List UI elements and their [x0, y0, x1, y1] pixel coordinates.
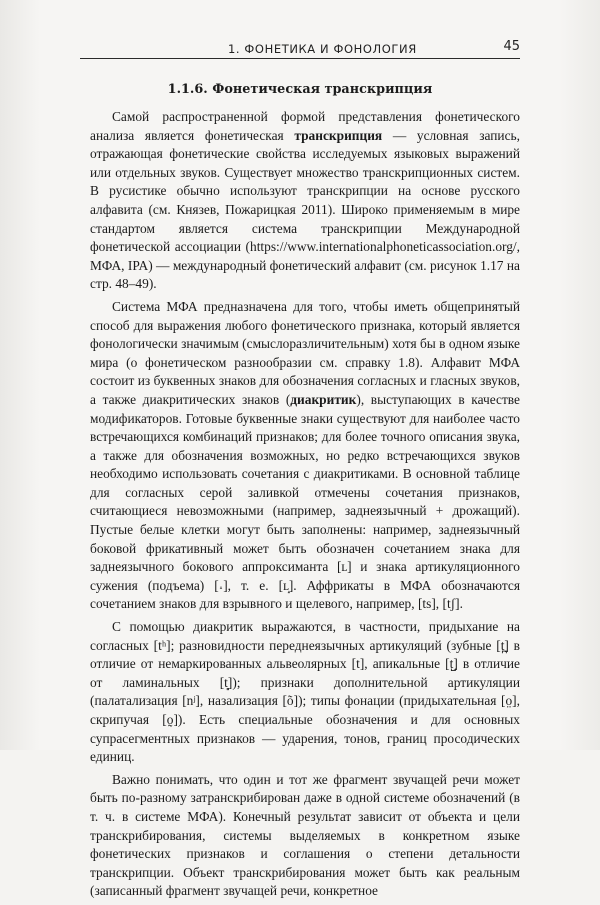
term-transcription: транскрипция [294, 127, 383, 143]
running-header [80, 32, 520, 59]
paragraph-1 [90, 108, 520, 294]
paragraph-1-text-b: — условная запись, отражающая фонетические свойства исследуемых языковых выражений или отдельных звуков. Существует множество транскрипционных систем. В русистике обычно используют транскрипции на основе русского алфавита (см. Князев, Пожарицкая 2011). Широко применяемым в мире стандартом является система транскрипции Международной фонетической ассоциации (https://www.internationalphoneticassociation.org/, МФА, IPA) — международный фонетический алфавит (см. рисунок 1.17 на стр. 48–49). [90, 127, 520, 292]
paragraph-2-text-b: ), выступающих в качестве модификаторов. Готовые буквенные знаки существуют для наиболее часто встречающихся комбинаций признаков; для более точного описания звука, а также для обозначения возможных, но редко встречающихся звуков необходимо использовать сочетания с диакритиками. В основной таблице для согласных серой заливкой отмечены сочетания признаков, считающиеся невозможными (например, заднеязычный + дрожащий). Пустые белые клетки могут быть заполнены: например, заднеязычный боковой фрикативный может быть обозначен сочетанием знака для заднеязычного бокового аппроксиманта [ʟ] и знака артикуляционного сужения (подъема) [˔], т. е. [ʟ̝]. Аффрикаты в МФА обозначаются сочетанием знаков для взрывного и щелевого, например, [ts], [tʃ]. [90, 391, 520, 612]
paragraph-1-text-a: Самой распространенной формой представления фонетического анализа является фонетическая [90, 109, 520, 143]
section-heading: 1.1.6. Фонетическая транскрипция [167, 82, 433, 97]
paragraph-2-text-a: Система МФА предназначена для того, чтобы иметь общепринятый способ для выражения любого фонетического признака, который является фонологически значимым (смыслоразличительным) хотя бы в одном языке мира (о фонетическом разнообразии см. справку 1.8). Алфавит МФА состоит из буквенных знаков для обозначения согласных и гласных звуков, а также диакритических знаков ( [90, 298, 520, 407]
paragraph-4: Важно понимать, что один и тот же фрагмент звучащей речи может быть по-разному затранскрибирован даже в одной системе обозначений (в т. ч. в системе МФА). Конечный результат зависит от объекта и цели транскрибирования, системы выделяемых в конкретном языке фонетических признаков и соглашения о степени детальности транскрипции. Объект транскрибирования может быть как реальным (записанный фрагмент звучащей речи, конкретное [90, 771, 520, 899]
page-number: 45 [503, 39, 520, 54]
term-diacritic: диакритик [290, 391, 357, 407]
running-title: 1. ФОНЕТИКА И ФОНОЛОГИЯ [228, 42, 417, 56]
body-text [90, 108, 520, 905]
paragraph-2 [90, 298, 520, 614]
paragraph-3: С помощью диакритик выражаются, в частности, придыхание на согласных [tʰ]; разновидности переднеязычных артикуляций (зубные [t̪] в отличие от немаркированных альвеолярных [t], апикальные [t̺] в отличие от ламинальных [t̻]); признаки дополнительной артикуляции (палатализация [nʲ], назализация [õ]); типы фонации (придыхательная [o̤], скрипучая [o̰]). Есть специальные обозначения и для основных супрасегментных признаков — ударения, тонов, границ просодических единиц. [90, 619, 520, 765]
